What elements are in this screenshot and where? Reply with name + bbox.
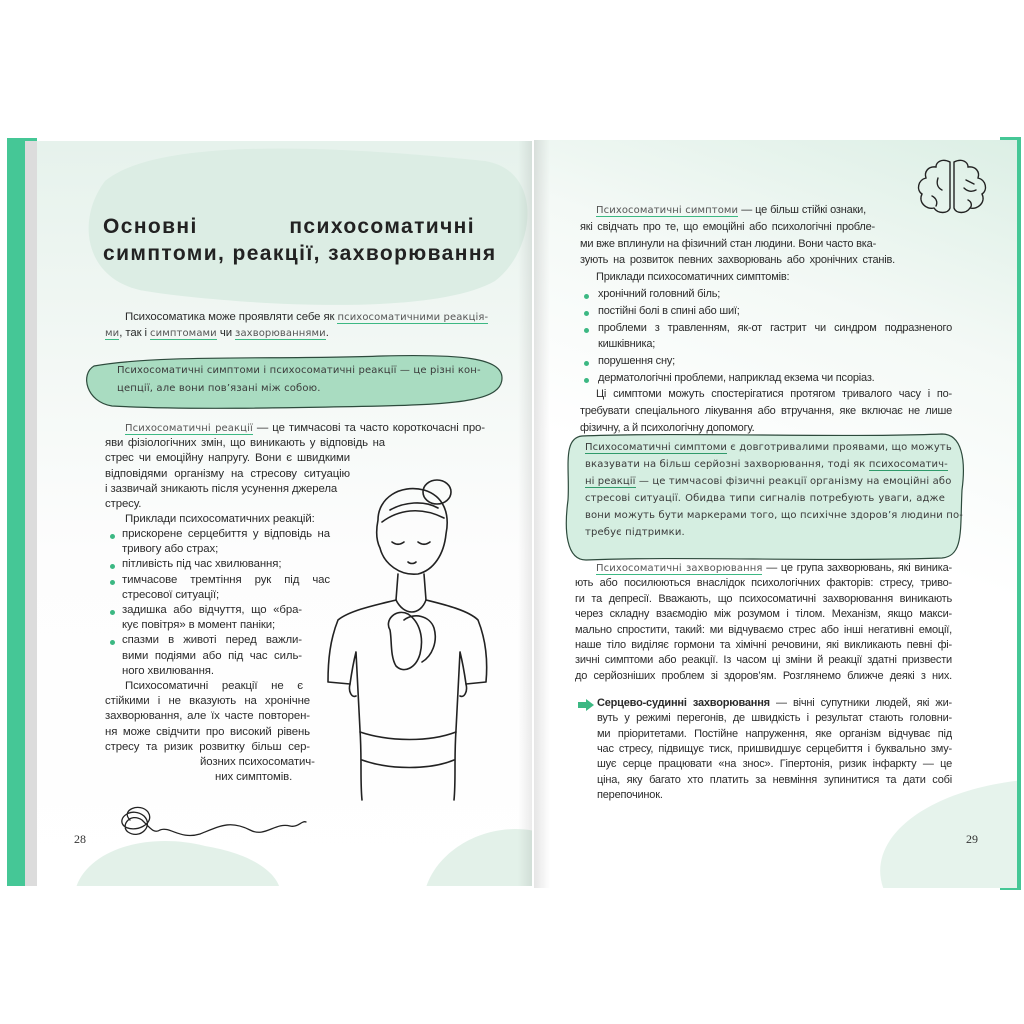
text-line [122, 665, 302, 681]
bullet-icon [110, 610, 115, 615]
text-segment: стресової ситуації; [122, 588, 220, 601]
text-segment: чи [216, 327, 236, 339]
text-segment: — це група захворювань, які виника- [762, 562, 952, 574]
bullet-icon [110, 580, 115, 585]
text-segment: требує підтримки. [585, 527, 685, 538]
bullet-icon [584, 378, 589, 383]
woman-illustration [320, 470, 490, 805]
text-segment: і зазвичай зникають після усунення джерела [105, 482, 338, 495]
text-segment: час стресу, підвищує тиск, пришвидшує серцебиття і буквально зму- [597, 742, 952, 755]
highlighted-term: ні реакції [585, 476, 636, 487]
text-segment: до серйозніших проблем зі здоров’ям. Розглянемо ближче деякі з них. [575, 669, 952, 682]
text-line [122, 589, 330, 605]
text-line [575, 670, 952, 686]
text-segment: зують на розвиток певних захворювань або хронічних станів. [580, 254, 895, 267]
text-segment: фізичну, а й психологічну допомогу. [580, 421, 755, 434]
text-segment: хронічний головний біль; [598, 288, 721, 300]
text-line [597, 697, 952, 713]
text-segment: стресові ситуації. Обидва типи сигналів потребують уваги, адже [585, 493, 945, 504]
text-segment: захворювання, але їх часте повторен- [105, 710, 310, 723]
text-line [125, 311, 489, 327]
text-segment: через складну взаємодію між розумом і тілом. Механізм, якщо макси- [575, 608, 952, 621]
text-line [598, 355, 952, 371]
text-line [598, 372, 952, 388]
text-segment: кишківника; [598, 338, 656, 351]
text-segment: стійкими і не вказують на хронічне [105, 695, 310, 708]
text-line [122, 634, 302, 650]
text-line [122, 619, 302, 635]
text-segment: відповідями організму на стресову ситуацію [105, 467, 350, 480]
text-line [125, 680, 303, 696]
text-line [575, 639, 952, 655]
text-line [597, 712, 952, 728]
text-segment: йозних психосоматич- [200, 756, 315, 768]
text-segment: мально спростити, такий: ми відчуваємо стрес або інші негативні емоції, [575, 623, 952, 636]
text-segment: — це тимчасові та часто короткочасні про- [252, 422, 485, 434]
page-title-line-2: симптоми, реакції, захворювання [103, 242, 497, 265]
text-line [575, 577, 952, 593]
text-segment: вими подіями або під час силь- [122, 649, 302, 662]
text-line [105, 741, 310, 757]
bold-term: Серцево-судинні захворювання [597, 697, 770, 709]
text-line [597, 789, 952, 805]
text-segment: . [325, 327, 329, 339]
text-segment: вони можуть бути маркерами того, що психічне здоров’я людини по- [585, 510, 963, 521]
text-segment: вуть у режимі перегонів, де швидкість і результат стають головни- [597, 712, 952, 725]
text-segment: — це більш стійкі ознаки, [738, 204, 866, 216]
text-segment: які свідчать про те, що емоційні або психологічні пробле- [580, 220, 875, 233]
text-line [598, 322, 952, 338]
text-line [105, 695, 310, 711]
text-segment: порушення сну; [598, 355, 676, 367]
highlighted-term: Психосоматичні реакції [125, 423, 253, 434]
text-line [122, 558, 330, 574]
text-segment: постійні болі в спині або шиї; [598, 304, 740, 317]
text-line [200, 756, 315, 772]
highlighted-term: захворюваннями [235, 328, 326, 339]
text-line [585, 510, 963, 526]
callout-shape-left [82, 352, 510, 412]
bullet-icon [584, 328, 589, 333]
text-line [596, 562, 952, 578]
text-line [597, 758, 952, 774]
text-line [125, 422, 485, 438]
text-segment: шує серце працювати «на знос». Гіпертонія, ризик інфаркту — це [597, 758, 952, 771]
text-line [117, 365, 481, 381]
text-line [122, 574, 330, 590]
text-segment: стресу. [105, 498, 142, 510]
text-segment: Психосоматика може проявляти себе як [125, 311, 338, 323]
bullet-icon [110, 534, 115, 539]
text-segment: зичні симптоми або реакції. Із часом ці зміни й реакції здатні призвести [575, 654, 952, 667]
text-line [105, 468, 350, 484]
text-line [580, 221, 875, 237]
spine-shadow [534, 140, 550, 888]
text-segment: ють або посилюються внаслідок психологічних факторів: стресу, триво- [575, 577, 952, 590]
highlighted-term: психосоматичними реакція- [337, 312, 489, 323]
text-segment: ціна, яку багато хто платить за невміння зупинитися та дати собі [597, 773, 952, 786]
text-line [585, 459, 948, 475]
text-segment: пітливість під час хвилювання; [122, 558, 282, 571]
text-line [580, 254, 895, 270]
text-line [598, 305, 952, 321]
text-segment: цепції, але вони пов’язані між собою. [117, 383, 321, 394]
text-line [215, 771, 310, 787]
text-line [598, 338, 952, 354]
text-segment: — це тимчасові фізичні реакції організму на емоційні або [635, 476, 952, 487]
text-segment: ня може свідчити про високий рівень [105, 725, 310, 738]
text-line [585, 442, 952, 458]
text-segment: , так і [119, 327, 151, 339]
text-line [597, 728, 952, 744]
text-segment: задишка або відчуття, що «бра- [122, 604, 302, 616]
text-line [105, 452, 350, 468]
text-line [596, 388, 952, 404]
text-line [105, 710, 310, 726]
highlighted-term: Психосоматичні симптоми [596, 205, 739, 216]
text-segment: ми пріоритетами. Постійне напруження, яке організм відчуває під [597, 727, 952, 740]
text-line [105, 726, 310, 742]
bullet-icon [584, 311, 589, 316]
text-line [122, 650, 302, 666]
text-line [596, 271, 896, 287]
page-number-left: 28 [74, 832, 86, 846]
bullet-icon [584, 361, 589, 366]
text-segment: дерматологічні проблеми, наприклад екзема чи псоріаз. [598, 371, 875, 384]
text-segment: ги та депресії. Вважають, що психосоматичні захворювання виникають [575, 592, 952, 605]
text-line [585, 476, 952, 492]
text-line [575, 608, 952, 624]
text-segment: тимчасове тремтіння рук під час [122, 573, 330, 586]
highlighted-term: симптомами [150, 328, 217, 339]
text-segment: стресу та ризик розвитку більш сер- [105, 740, 310, 753]
text-line [597, 743, 952, 759]
text-segment: яви фізіологічних змін, що виникають у відповідь на [105, 437, 385, 450]
page-title-line-1: Основні психосоматичні [103, 215, 475, 238]
text-line [598, 288, 952, 304]
tangled-thread-doodle [110, 800, 310, 845]
text-segment: вказувати на більш серйозні захворювання, тоді як [585, 459, 869, 470]
text-line [580, 422, 952, 438]
bottom-blob-right [425, 821, 532, 886]
text-line [122, 543, 330, 559]
arrow-right-icon [578, 699, 594, 711]
text-line [585, 493, 945, 509]
highlighted-term: психосоматич- [868, 459, 948, 470]
highlighted-term: Психосоматичні симптоми [585, 442, 727, 453]
text-segment: кує повітря» в момент паніки; [122, 619, 276, 632]
text-segment: проблеми з травленням, як-от гастрит чи синдром подразненого [598, 321, 952, 334]
text-segment: прискорене серцебиття у відповідь на [122, 528, 330, 540]
text-line [585, 527, 945, 543]
text-segment: стрес чи емоційну напругу. Вони є швидкими [105, 452, 350, 465]
text-line [597, 774, 952, 790]
bullet-icon [584, 294, 589, 299]
text-segment: перепочинок. [597, 788, 663, 801]
text-segment: ми вже вплинули на фізичний стан людини. Вони часто вка- [580, 237, 877, 250]
highlighted-term: ми [105, 328, 120, 339]
highlighted-term: Психосоматичні захворювання [596, 563, 763, 574]
text-segment: Психосоматичні симптоми і психосоматичні реакції — це різні кон- [117, 365, 481, 376]
text-line [596, 204, 866, 220]
text-segment: тривогу або страх; [122, 543, 219, 556]
text-line [575, 624, 952, 640]
text-line [122, 528, 330, 544]
text-line [105, 437, 385, 453]
text-line [105, 482, 338, 499]
text-segment: спазми в животі перед важли- [122, 634, 302, 647]
text-line [580, 237, 877, 254]
text-segment: Психосоматичні реакції не є [125, 680, 303, 692]
text-segment: требувати спеціального лікування або втручання, яке включає не лише [580, 404, 952, 417]
text-segment: ного хвилювання. [122, 664, 214, 677]
brain-icon [912, 158, 992, 214]
page-edge-shade [25, 141, 37, 886]
page-number-right: 29 [966, 832, 978, 846]
text-segment: Приклади психосоматичних симптомів: [596, 271, 790, 283]
text-segment: є довготривалими проявами, що можуть [726, 442, 952, 453]
text-line [105, 327, 485, 343]
text-segment: — вічні супутники людей, які жи- [769, 697, 952, 709]
text-line [575, 593, 952, 609]
text-line [117, 383, 475, 399]
text-line [580, 405, 952, 421]
text-segment: них симптомів. [215, 771, 293, 784]
text-line [122, 604, 302, 620]
text-segment: Приклади психосоматичних реакцій: [125, 513, 315, 525]
text-segment: наше тіло виділяє гормони та хімічні речовини, які викликають певні фі- [575, 639, 952, 651]
spine-shadow [518, 141, 532, 886]
text-segment: Ці симптоми можуть спостерігатися протягом тривалого часу і по- [596, 388, 952, 400]
text-line [575, 654, 952, 670]
